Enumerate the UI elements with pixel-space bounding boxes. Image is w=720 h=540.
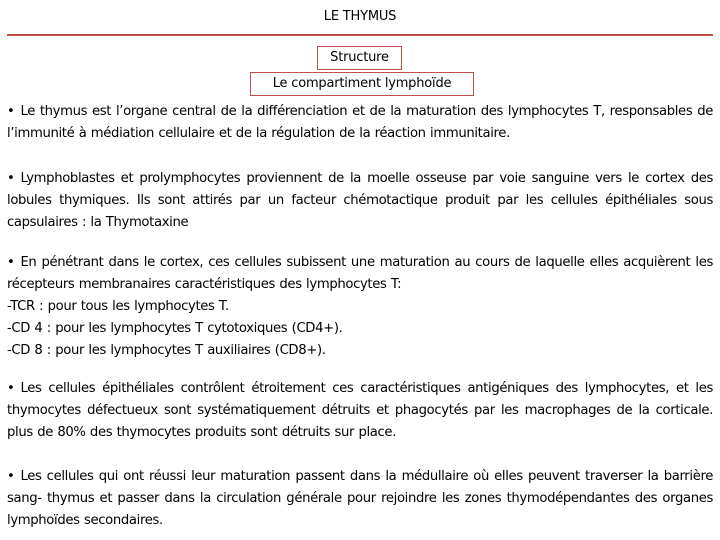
bullet-icon: • <box>7 469 15 484</box>
paragraph-5 <box>7 466 713 532</box>
structure-label-box: Structure <box>317 46 402 70</box>
bullet-icon: • <box>7 104 15 119</box>
paragraph-3 <box>7 252 713 362</box>
paragraph-4-text: Les cellules épithéliales contrôlent étroitement ces caractéristiques antigéniques des lymphocytes, et les thymocytes défectueux sont systématiquement détruits et phagocytés par les macrophages de la corticale. plus de 80% des thymocytes produits sont détruits sur place. <box>7 381 713 440</box>
paragraph-1-text: Le thymus est l’organe central de la différenciation et de la maturation des lymphocytes T, responsables de l’immunité à médiation cellulaire et de la régulation de la réaction immunitaire. <box>7 104 713 141</box>
paragraph-3-text: En pénétrant dans le cortex, ces cellules subissent une maturation au cours de laquelle elles acquièrent les récepteurs membranaires caractéristiques des lymphocytes T: <box>7 255 713 292</box>
paragraph-1 <box>7 101 713 145</box>
page-title: LE THYMUS <box>323 9 397 24</box>
compartment-label-box: Le compartiment lymphoïde <box>250 72 474 96</box>
list-item-cd4: -CD 4 : pour les lymphocytes T cytotoxiques (CD4+). <box>7 321 343 336</box>
title-divider <box>7 34 713 36</box>
list-item-cd8: -CD 8 : pour les lymphocytes T auxiliaires (CD8+). <box>7 343 326 358</box>
bullet-icon: • <box>7 381 15 396</box>
bullet-icon: • <box>7 255 15 270</box>
paragraph-2 <box>7 168 713 234</box>
list-item-tcr: -TCR : pour tous les lymphocytes T. <box>7 299 229 314</box>
paragraph-2-text: Lymphoblastes et prolymphocytes proviennent de la moelle osseuse par voie sanguine vers le cortex des lobules thymiques. Ils sont attirés par un facteur chémotactique produit par les cellules épithéliales sous capsulaires : la Thymotaxine <box>7 171 713 230</box>
bullet-icon: • <box>7 171 15 186</box>
paragraph-5-text: Les cellules qui ont réussi leur maturation passent dans la médullaire où elles peuvent traverser la barrière sang- thymus et passer dans la circulation générale pour rejoindre les zones thymodépendantes des organes lymphoïdes secondaires. <box>7 469 713 528</box>
paragraph-4 <box>7 378 713 444</box>
